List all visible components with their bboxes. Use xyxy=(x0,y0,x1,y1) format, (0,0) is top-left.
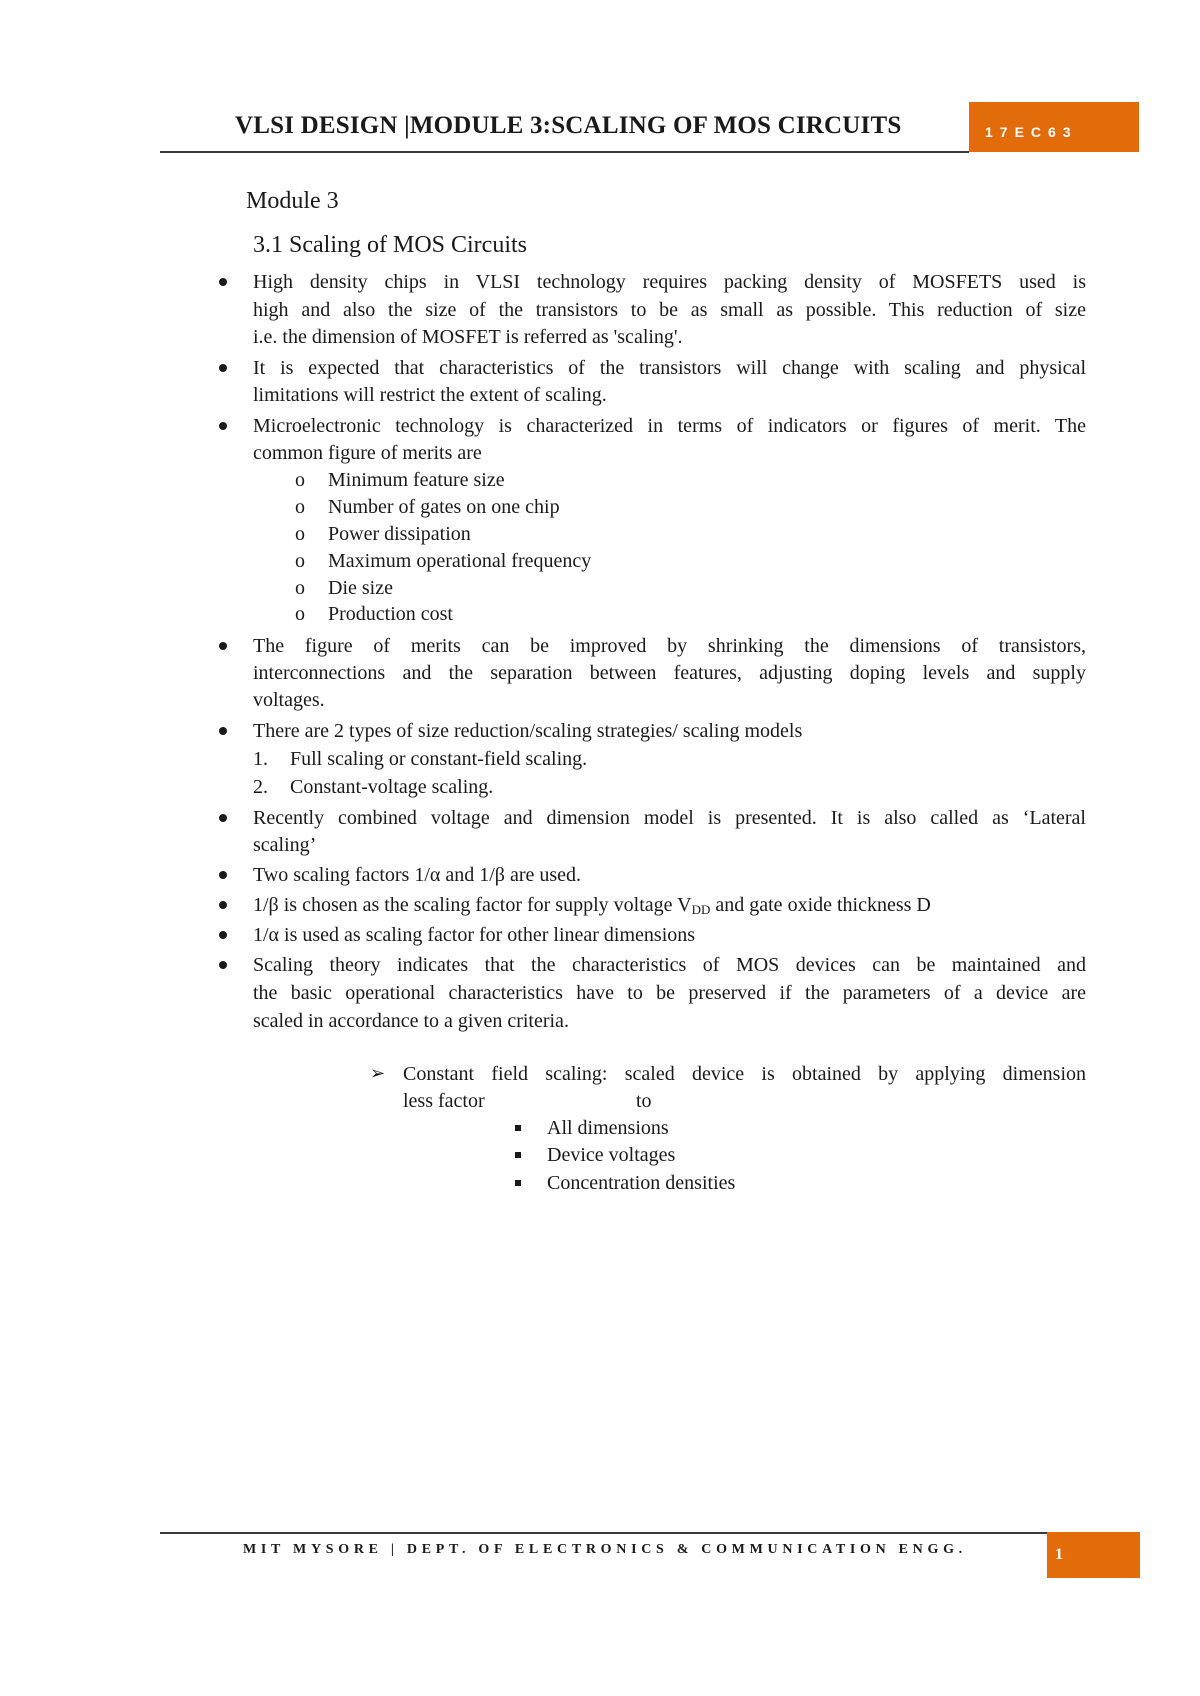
sub-bullet-marker: o xyxy=(295,577,305,599)
numbered-marker: 2. xyxy=(253,776,268,798)
bullet9-text: 1/α is used as scaling factor for other linear dimensions xyxy=(253,924,696,946)
bullet4-line3: voltages. xyxy=(253,689,325,711)
bullet-icon xyxy=(219,961,227,969)
bullet-icon xyxy=(219,871,227,879)
header-title: VLSI DESIGN |MODULE 3:SCALING OF MOS CIRCUITS xyxy=(235,112,902,139)
numbered-item: Constant-voltage scaling. xyxy=(290,776,494,798)
bullet8-text xyxy=(253,891,931,924)
arrow-bullet-icon: ➢ xyxy=(370,1063,386,1084)
bullet-icon xyxy=(219,278,227,286)
sub-item: Number of gates on one chip xyxy=(328,496,560,518)
footer-text: MIT MYSORE | DEPT. OF ELECTRONICS & COMMUNICATION ENGG. xyxy=(243,1542,967,1557)
sub-item: Die size xyxy=(328,577,393,599)
bullet-icon xyxy=(219,642,227,650)
constant-field-line2-a: less factor xyxy=(403,1090,485,1112)
bullet1-line1: High density chips in VLSI technology requires packing density of MOSFETS used is xyxy=(253,271,1086,293)
page-header xyxy=(160,102,1140,152)
sub-item: Minimum feature size xyxy=(328,469,505,491)
bullet1-line2: high and also the size of the transistors to be as small as possible. This reduction of size xyxy=(253,299,1086,321)
bullet3-line1: Microelectronic technology is characterized in terms of indicators or figures of merit. The xyxy=(253,415,1086,437)
constant-field-line1: Constant field scaling: scaled device is obtained by applying dimension xyxy=(403,1063,1086,1085)
bullet4-line2: interconnections and the separation between features, adjusting doping levels and supply xyxy=(253,662,1086,684)
sub-item: Maximum operational frequency xyxy=(328,550,592,572)
module-heading: Module 3 xyxy=(246,188,339,214)
sub-bullet-marker: o xyxy=(295,603,305,625)
bullet-icon xyxy=(219,901,227,909)
bullet2-line2: limitations will restrict the extent of scaling. xyxy=(253,384,607,406)
bullet8-text-before: 1/β is chosen as the scaling factor for supply voltage V xyxy=(253,894,692,916)
bullet8-text-after: and gate oxide thickness D xyxy=(710,894,931,916)
sub-bullet-marker: o xyxy=(295,496,305,518)
section-heading: 3.1 Scaling of MOS Circuits xyxy=(253,232,527,258)
bullet10-line1: Scaling theory indicates that the characteristics of MOS devices can be maintained and xyxy=(253,954,1086,976)
sub-bullet-marker: o xyxy=(295,550,305,572)
square-bullet-icon xyxy=(515,1152,521,1158)
constant-field-item: All dimensions xyxy=(547,1117,669,1139)
sub-bullet-marker: o xyxy=(295,469,305,491)
bullet-icon xyxy=(219,931,227,939)
bullet5-line1: There are 2 types of size reduction/scaling strategies/ scaling models xyxy=(253,720,803,742)
bullet7-text: Two scaling factors 1/α and 1/β are used. xyxy=(253,864,582,886)
constant-field-item: Concentration densities xyxy=(547,1172,736,1194)
bullet-icon xyxy=(219,364,227,372)
constant-field-item: Device voltages xyxy=(547,1144,676,1166)
bullet10-line2: the basic operational characteristics have to be preserved if the parameters of a device are xyxy=(253,982,1086,1004)
bullet8-subscript: DD xyxy=(691,902,711,917)
sub-bullet-marker: o xyxy=(295,523,305,545)
numbered-item: Full scaling or constant-field scaling. xyxy=(290,748,588,770)
square-bullet-icon xyxy=(515,1180,521,1186)
page-number: 1 xyxy=(1047,1532,1140,1578)
bullet10-line3: scaled in accordance to a given criteria. xyxy=(253,1010,569,1032)
numbered-marker: 1. xyxy=(253,748,268,770)
square-bullet-icon xyxy=(515,1125,521,1131)
bullet2-line1: It is expected that characteristics of the transistors will change with scaling and physical xyxy=(253,357,1086,379)
sub-item: Power dissipation xyxy=(328,523,471,545)
bullet6-line2: scaling’ xyxy=(253,834,317,856)
sub-item: Production cost xyxy=(328,603,453,625)
bullet4-line1: The figure of merits can be improved by shrinking the dimensions of transistors, xyxy=(253,635,1086,657)
constant-field-line2-b: to xyxy=(636,1090,652,1112)
bullet3-line2: common figure of merits are xyxy=(253,442,482,464)
header-rule xyxy=(160,151,969,153)
bullet-icon xyxy=(219,727,227,735)
bullet-icon xyxy=(219,422,227,430)
footer-rule xyxy=(160,1532,1047,1534)
bullet1-line3: i.e. the dimension of MOSFET is referred as 'scaling'. xyxy=(253,326,683,348)
bullet-icon xyxy=(219,814,227,822)
bullet6-line1: Recently combined voltage and dimension model is presented. It is also called as ‘Lateral xyxy=(253,807,1086,829)
course-code-badge: 17EC63 xyxy=(969,102,1139,152)
